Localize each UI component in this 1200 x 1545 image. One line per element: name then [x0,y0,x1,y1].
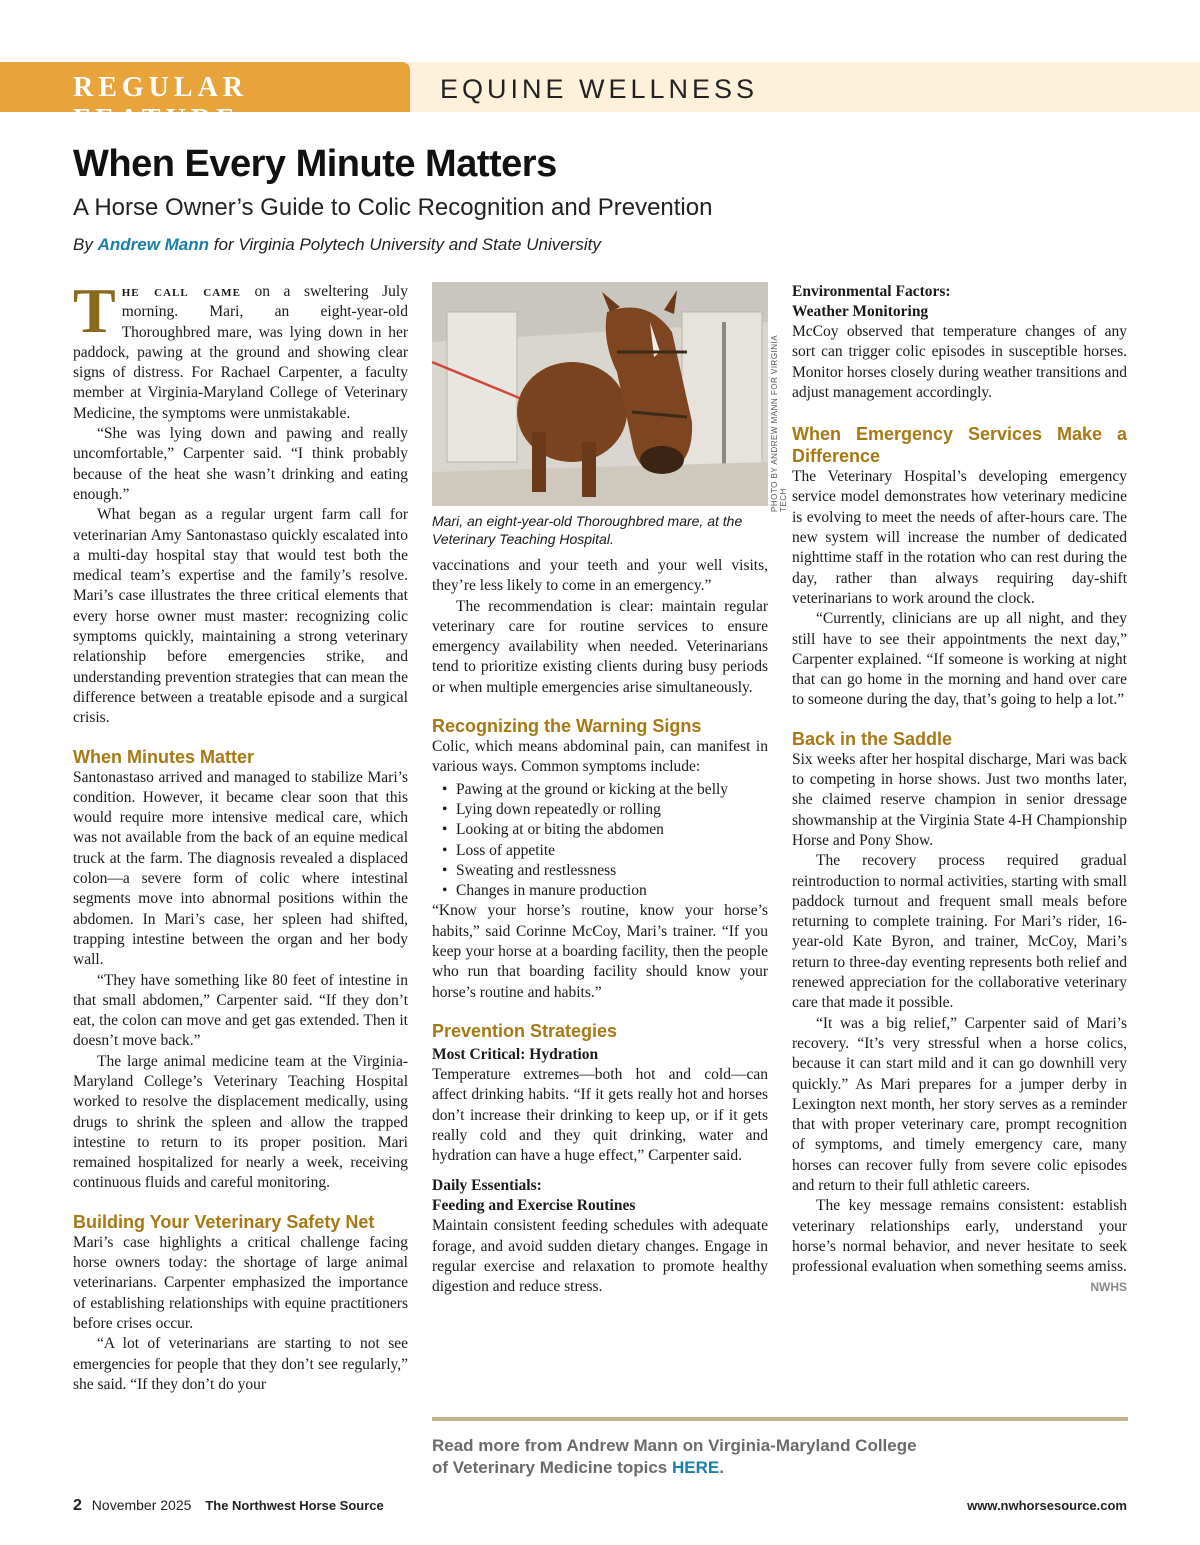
read-more [432,1435,917,1479]
subsection-heading: Environmental Factors: [792,283,951,300]
list-item: • Lying down repeatedly or rolling [442,800,768,820]
page-number: 2 [73,1497,82,1514]
section-heading: Back in the Saddle [792,728,953,749]
section-heading: Prevention Strategies [432,1020,618,1041]
paragraph [792,1196,1127,1295]
paragraph: The large animal medicine team at the Virginia-Maryland College’s Veterinary Teaching Hospital worked to resolve the displacement medically, using drugs to shrink the spleen and allow the trapped intestine to return to its proper position. Mari remained hospitalized for nearly a week, receiving continuous fluids and careful monitoring. [73,1052,408,1192]
byline-prefix: By [73,235,93,254]
list-item: • Looking at or biting the abdomen [442,820,768,840]
column-1 [73,275,408,1395]
paragraph: “It was a big relief,” Carpenter said of Mari’s recovery. “It’s very stressful when a horse colics, because it can start mild and it can go downhill very quickly.” As Mari prepares for a jumper derby in Lexington next month, her story serves as a reminder that with proper veterinary care, prompt recognition of symptoms, and timely emergency care, many horses can recover fully from severe colic episodes and return to their full athletic careers. [792,1014,1127,1194]
article-title: When Every Minute Matters [73,143,557,185]
horse-photo [432,282,768,506]
subsection-heading: Feeding and Exercise Routines [432,1197,636,1215]
paragraph: Mari’s case highlights a critical challenge facing horse owners today: the shortage of large animal veterinarians. Carpenter emphasized the importance of establishing relationships with equine practitioners before crises occur. [73,1233,408,1332]
section-heading: Building Your Veterinary Safety Net [73,1211,375,1232]
byline-suffix: for Virginia Polytech University and State University [213,235,601,254]
read-more-line2 [432,1457,917,1479]
issue-date: November 2025 [91,1497,192,1513]
section-label: EQUINE WELLNESS [440,74,759,104]
closing-text: The key message remains consistent: establish veterinary relationships early, understand your horse’s normal behavior, and never hesitate to seek professional evaluation when something seems amiss. [792,1197,1127,1276]
article-subtitle: A Horse Owner’s Guide to Colic Recognition and Prevention [73,194,713,221]
lead-smallcaps: he call came [121,283,241,300]
paragraph: Six weeks after her hospital discharge, Mari was back to competing in horse shows. Just two months later, she claimed reserve champion in senior dressage showmanship at the Virginia State 4-H Championship Horse and Pony Show. [792,750,1127,849]
divider-rule [432,1417,1128,1421]
paragraph: The recovery process required gradual reintroduction to normal activities, starting with small paddock turnout and frequent small meals before returning to complete training. For Mari’s rider, 16-year-old Kate Byron, and trainer, McCoy, Mari’s return to three-day eventing represents both relief and renewed appreciation for the collaborative veterinary care that made it possible. [792,852,1127,1012]
list-item: • Loss of appetite [442,841,768,861]
read-more-link[interactable]: HERE [671,1458,720,1477]
paragraph: “They have something like 80 feet of intestine in that small abdomen,” Carpenter said. “If they don’t eat, the colon can move and get gas extended. Then it doesn’t move back.” [73,971,408,1050]
website-link[interactable]: www.nwhorsesource.com [967,1498,1127,1513]
paragraph: Temperature extremes—both hot and cold—can affect drinking habits. “If it gets really hot and horses don’t increase their drinking to keep up, or if it gets really cold and they quit drinking, water and hydration can have a huge effect,” Carpenter said. [432,1065,768,1165]
horse-photo-illustration [432,282,768,506]
list-item: • Sweating and restlessness [442,861,768,881]
feature-banner [0,62,1200,135]
section-heading: When Emergency Services Make a Difference [792,424,1127,467]
paragraph: “She was lying down and pawing and really uncomfortable,” Carpenter said. “I think probably because of the heat she wasn’t drinking and eating enough.” [73,425,408,503]
author-link[interactable]: Andrew Mann [97,235,210,254]
paragraph: “Currently, clinicians are up all night, and they still have to see their appointments the next day,” Carpenter explained. “If someone is working at night that can go home in the morning and hand over care to someone during the day, that’s going to help a lot.” [792,610,1127,709]
footer-left [73,1497,384,1515]
read-more-line1: Read more from Andrew Mann on Virginia-Maryland College [432,1436,917,1455]
lead-text: on a sweltering July morning. Mari, an eight-year-old Thoroughbred mare, was lying down in her paddock, pawing at the ground and showing clear signs of distress. For Rachael Carpenter, a faculty member at Virginia-Maryland College of Veterinary Medicine, the symptoms were unmistakable. [73,283,408,422]
publication-name: The Northwest Horse Source [205,1498,384,1513]
column-3 [792,282,1127,1298]
section-heading: Recognizing the Warning Signs [432,716,702,737]
byline [73,235,601,255]
list-item: • Pawing at the ground or kicking at the belly [442,780,768,800]
subsection-heading: Daily Essentials: [432,1177,542,1195]
feature-tag [0,62,410,135]
paragraph: “Know your horse’s routine, know your horse’s habits,” said Corinne McCoy, Mari’s trainer. “If you keep your horse at a boarding facility, then the people who run that boarding facility should know your horse’s routine and habits.” [432,902,768,1001]
symptom-list [442,780,768,902]
paragraph: McCoy observed that temperature changes of any sort can trigger colic episodes in susceptible horses. Monitor horses closely during weather transitions and adjust management accordingly. [792,323,1127,401]
column-2 [432,282,768,1298]
end-mark: NWHS [1090,1280,1127,1295]
photo-caption: Mari, an eight-year-old Thoroughbred mare, at the Veterinary Teaching Hospital. [432,513,743,547]
paragraph: Colic, which means abdominal pain, can manifest in various ways. Common symptoms include: [432,738,768,776]
photo-credit: PHOTO BY ANDREW MANN FOR VIRGINIA TECH [770,335,788,512]
section-heading: When Minutes Matter [73,746,255,767]
paragraph: What began as a regular urgent farm call for veterinarian Amy Santonastaso quickly escalated into a multi-day hospital stay that would test both the medical team’s expertise and the family’s resolve. Mari’s case illustrates the three critical elements that every horse owner must master: recognizing colic symptoms quickly, maintaining a strong veterinary relationship before emergencies strike, and understanding prevention strategies that can mean the difference between a treatable episode and a surgical crisis. [73,506,408,727]
read-more-prefix: of Veterinary Medicine topics [432,1458,672,1477]
read-more-suffix: . [719,1458,724,1477]
list-item: • Changes in manure production [442,881,768,901]
paragraph: The recommendation is clear: maintain regular veterinary care for routine services to ensure emergency availability when needed. Veterinarians tend to prioritize existing clients during busy periods or when multiple emergencies arise simultaneously. [432,597,768,696]
paragraph: “A lot of veterinarians are starting to not see emergencies for people that they don’t see regularly,” she said. “If they don’t do your [73,1335,408,1393]
drop-cap: T [73,275,116,346]
lead-paragraph [73,275,408,424]
subsection-heading: Most Critical: Hydration [432,1045,599,1063]
paragraph: vaccinations and your teeth and your well visits, they’re less likely to come in an emergency.” [432,557,768,595]
paragraph: The Veterinary Hospital’s developing emergency service model demonstrates how veterinary medicine is evolving to meet the needs of after-hours care. The new system will increase the number of dedicated nighttime staff in the rotation who can rest during the day, rather than always requiring day-shift veterinarians to work around the clock. [792,468,1127,607]
paragraph: Maintain consistent feeding schedules with adequate forage, and avoid sudden dietary changes. Engage in regular exercise and relaxation to promote healthy digestion and reduce stress. [432,1217,768,1296]
paragraph: Santonastaso arrived and managed to stabilize Mari’s condition. However, it became clear soon that this would require more intensive medical care, which was not available from the back of an equine medical truck at the farm. The diagnosis revealed a displaced colon—a severe form of colic where intestinal segments move into abnormal positions within the abdomen. In Mari’s case, her spleen had shifted, trapping intestine between the organ and her body wall. [73,768,408,969]
feature-label: REGULAR FEATURE [73,72,249,135]
subsection-heading: Weather Monitoring [792,303,929,320]
